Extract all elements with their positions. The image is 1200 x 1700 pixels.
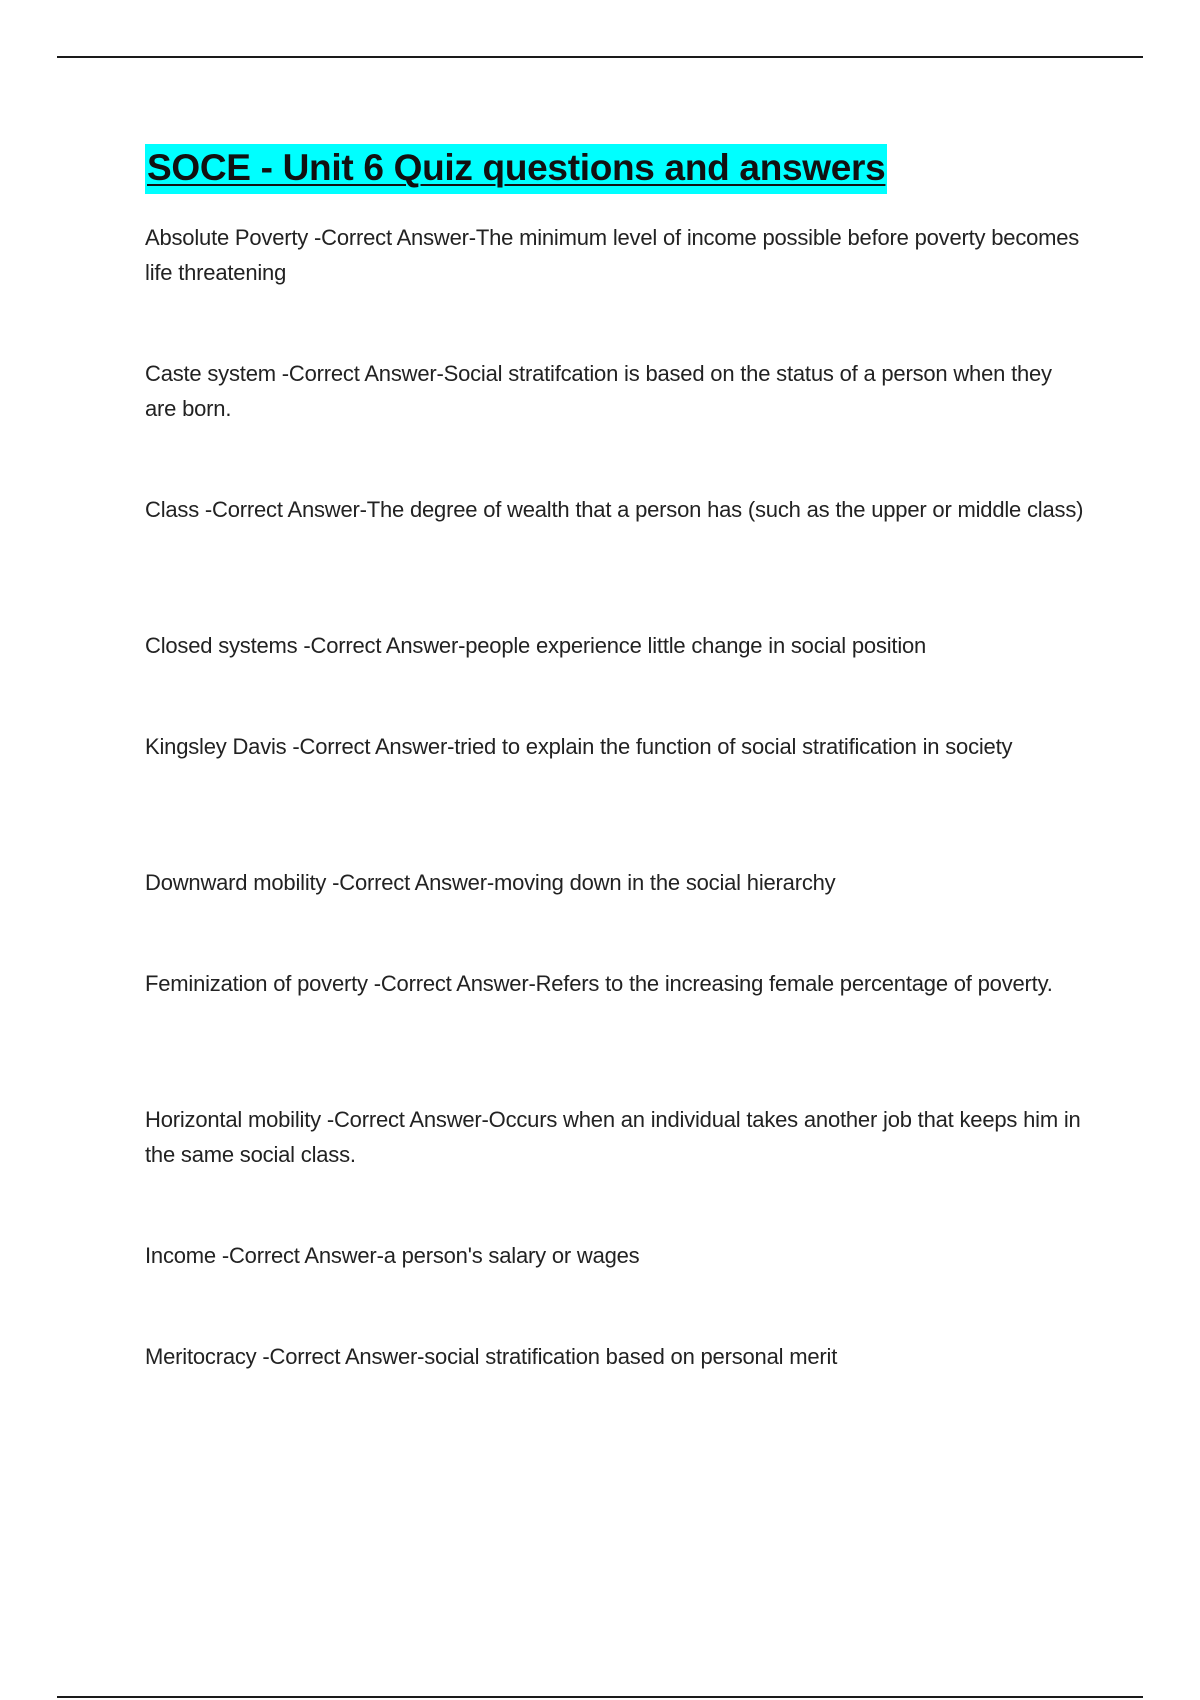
document-body [145,144,1085,1369]
qa-entry-horizontal-mobility: Horizontal mobility -Correct Answer-Occurs when an individual takes another job that keeps him in the same social class. [145,1107,1081,1167]
qa-entry-meritocracy: Meritocracy -Correct Answer-social stratification based on personal merit [145,1344,838,1369]
qa-entry-feminization-of-poverty: Feminization of poverty -Correct Answer-Refers to the increasing female percentage of poverty. [145,971,1053,996]
footer-rule [57,1696,1143,1698]
qa-entry-caste-system: Caste system -Correct Answer-Social stratifcation is based on the status of a person when they are born. [145,361,1052,421]
qa-entry-absolute-poverty: Absolute Poverty -Correct Answer-The minimum level of income possible before poverty becomes life threatening [145,225,1080,285]
header-rule [57,56,1143,58]
qa-entry-kingsley-davis: Kingsley Davis -Correct Answer-tried to explain the function of social stratification in society [145,734,1013,759]
qa-entry-downward-mobility: Downward mobility -Correct Answer-moving down in the social hierarchy [145,870,836,895]
document-title: SOCE - Unit 6 Quiz questions and answers [145,144,887,194]
qa-entry-closed-systems: Closed systems -Correct Answer-people experience little change in social position [145,633,927,658]
qa-entry-income: Income -Correct Answer-a person's salary or wages [145,1243,640,1268]
qa-entry-class: Class -Correct Answer-The degree of wealth that a person has (such as the upper or middle class) [145,497,1084,522]
